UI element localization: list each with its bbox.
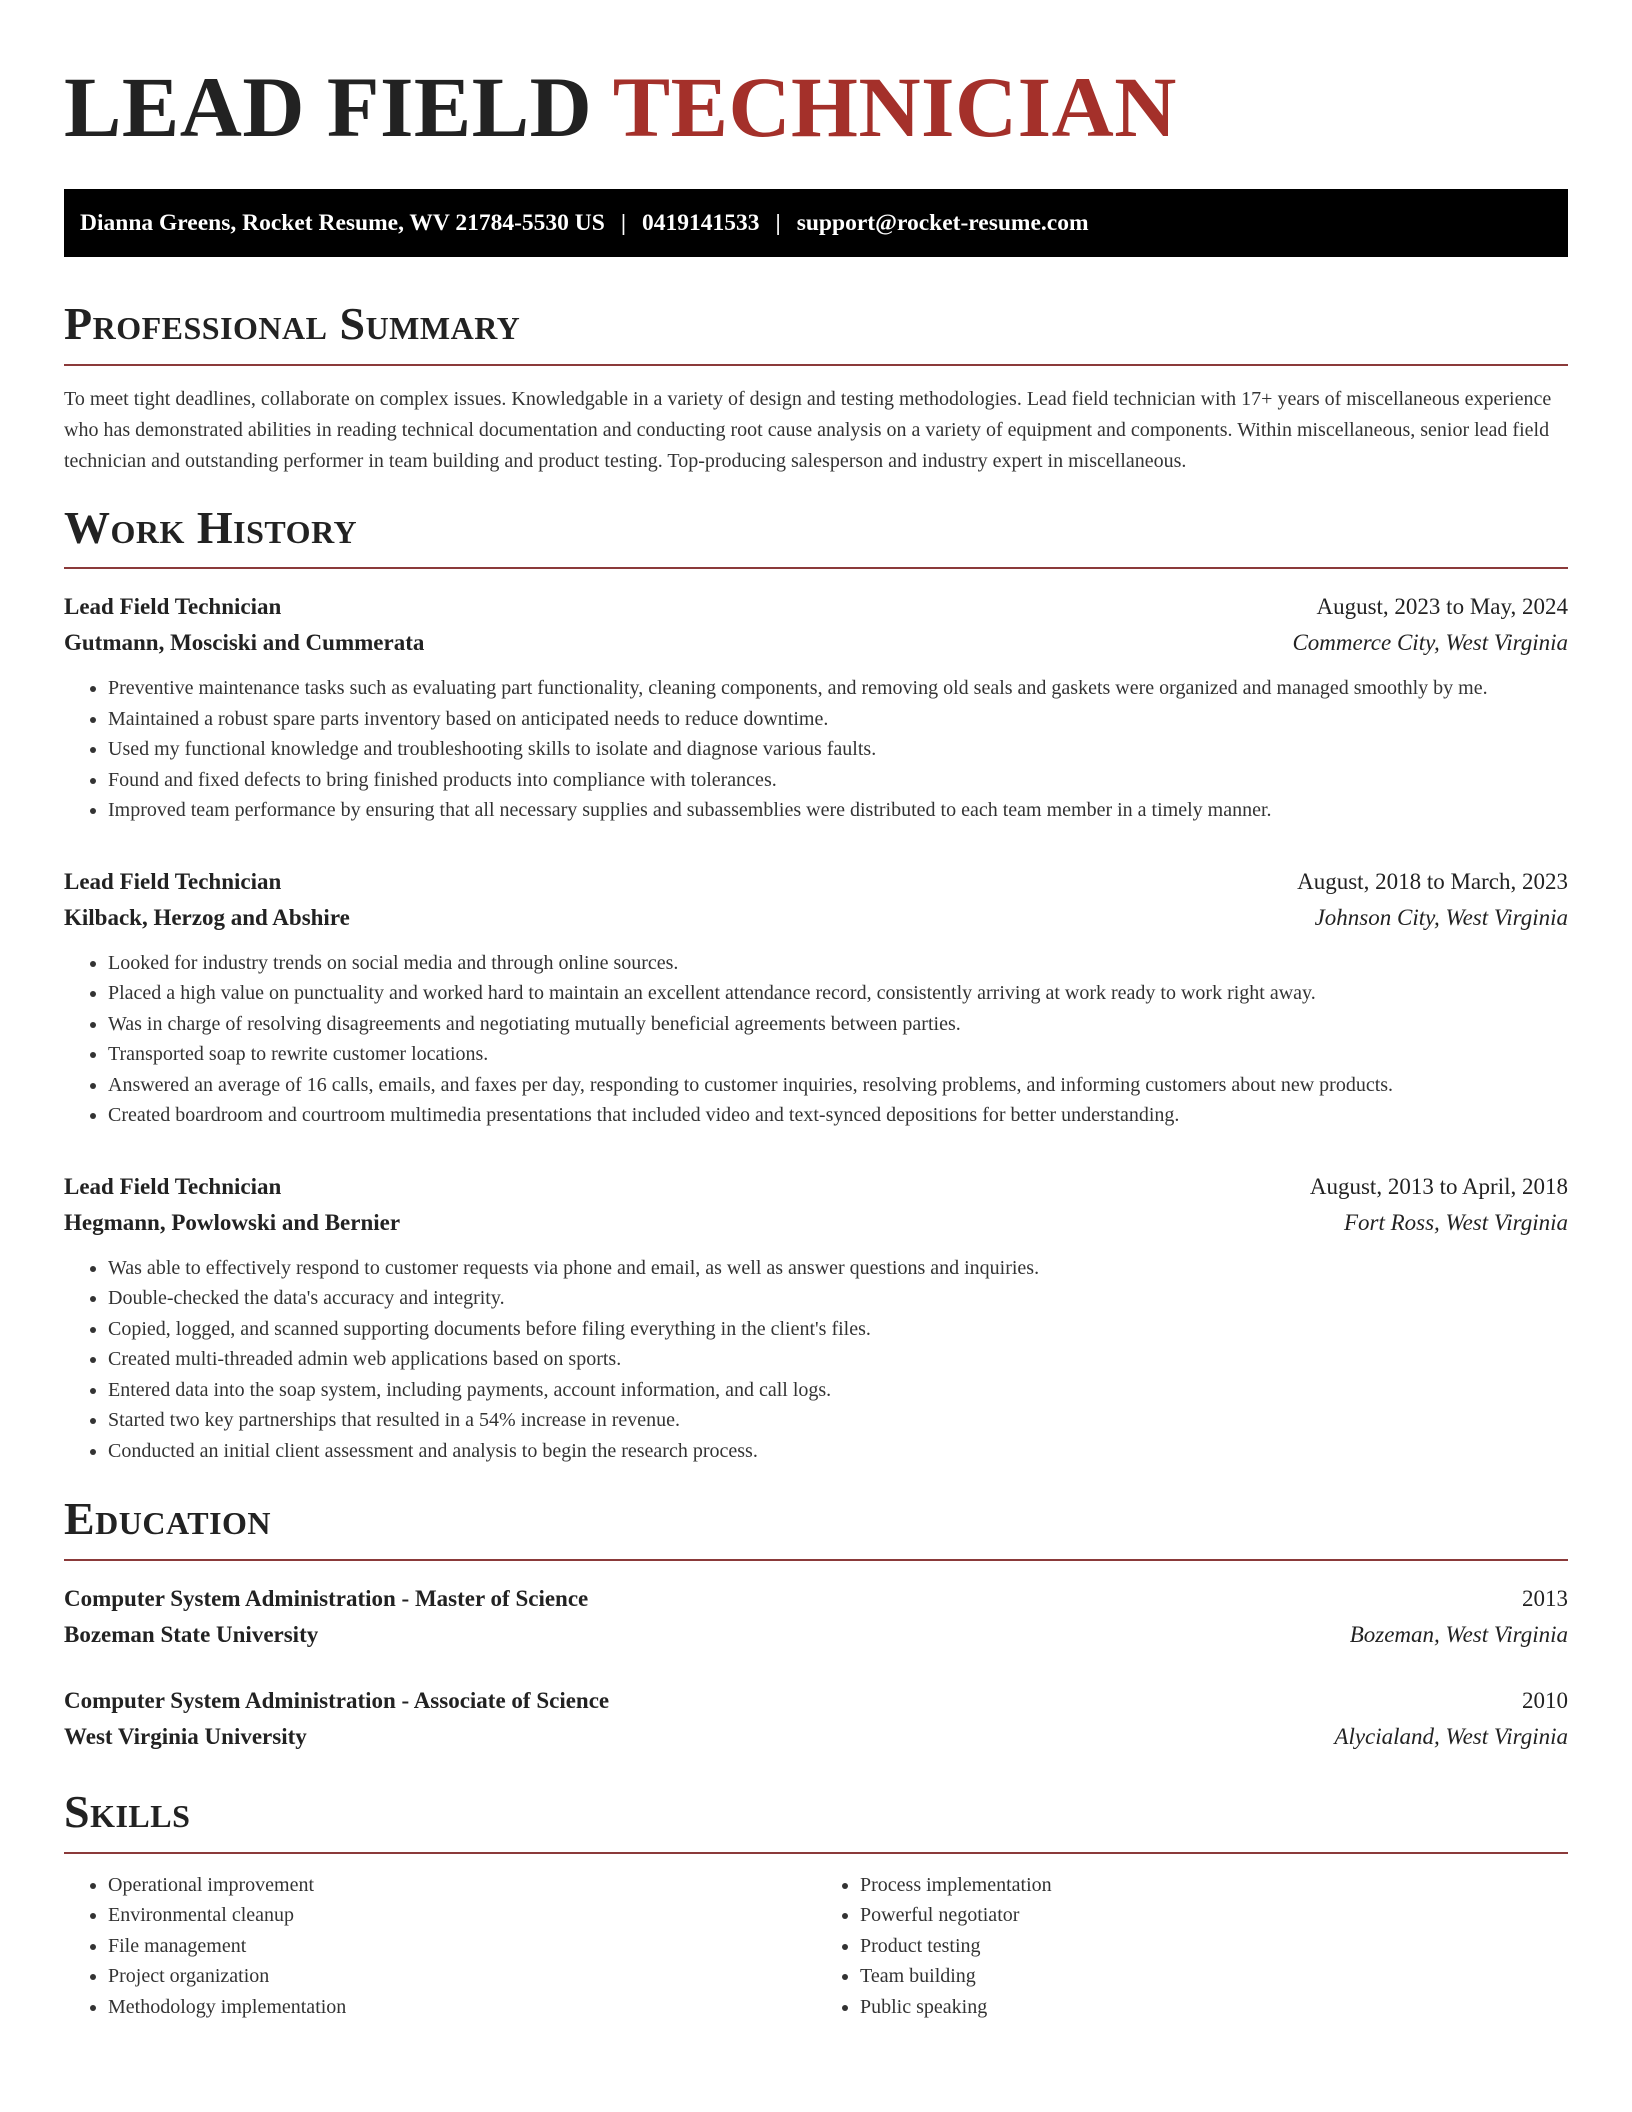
- bullet-item: • Improved team performance by ensuring that all necessary supplies and subassemblies were distributed to each team member in a timely manner.: [108, 795, 1568, 826]
- job-title: Lead Field Technician: [64, 868, 282, 894]
- job-location: Commerce City, West Virginia: [1292, 630, 1568, 656]
- bullet-item: • Answered an average of 16 calls, emails, and faxes per day, responding to customer inquiries, resolving problems, and informing customers about new products.: [108, 1070, 1568, 1101]
- job-bullets: [64, 673, 1568, 826]
- contact-phone: 0419141533: [642, 209, 760, 236]
- school-location: Alycialand, West Virginia: [1334, 1723, 1568, 1749]
- bullet-item: • Maintained a robust spare parts inventory based on anticipated needs to reduce downtime.: [108, 704, 1568, 735]
- job-entry: [64, 1169, 1568, 1467]
- bullet-item: • Preventive maintenance tasks such as evaluating part functionality, cleaning components, and removing old seals and gaskets were organized and managed smoothly by me.: [108, 673, 1568, 704]
- skills-column: [816, 1870, 1568, 2023]
- job-bullets: [64, 948, 1568, 1131]
- job-dates: August, 2023 to May, 2024: [1316, 594, 1568, 620]
- degree-name: Computer System Administration - Master of Science: [64, 1585, 589, 1611]
- job-title: Lead Field Technician: [64, 1173, 282, 1199]
- skill-item: • Product testing: [860, 1931, 1568, 1962]
- skill-item: • Project organization: [108, 1961, 816, 1992]
- skill-item: • Methodology implementation: [108, 1992, 816, 2023]
- job-bullets: [64, 1253, 1568, 1467]
- skill-item: • Team building: [860, 1961, 1568, 1992]
- bullet-item: • Transported soap to rewrite customer locations.: [108, 1039, 1568, 1070]
- job-dates: August, 2013 to April, 2018: [1309, 1173, 1568, 1199]
- job-dates: August, 2018 to March, 2023: [1297, 868, 1568, 894]
- bullet-item: • Conducted an initial client assessment and analysis to begin the research process.: [108, 1436, 1568, 1467]
- skill-item: • Process implementation: [860, 1870, 1568, 1901]
- contact-address: Dianna Greens, Rocket Resume, WV 21784-5530 US: [80, 209, 605, 236]
- school-name: West Virginia University: [64, 1723, 307, 1749]
- bullet-item: • Was in charge of resolving disagreements and negotiating mutually beneficial agreements between parties.: [108, 1009, 1568, 1040]
- resume-title: [64, 56, 1568, 159]
- bullet-item: • Double-checked the data's accuracy and integrity.: [108, 1283, 1568, 1314]
- job-company: Hegmann, Powlowski and Bernier: [64, 1209, 401, 1235]
- education-heading: Education: [64, 1494, 1568, 1561]
- skill-item: • Public speaking: [860, 1992, 1568, 2023]
- bullet-item: • Was able to effectively respond to customer requests via phone and email, as well as answer questions and inquiries.: [108, 1253, 1568, 1284]
- education-entry: [64, 1581, 1568, 1653]
- job-title: Lead Field Technician: [64, 594, 282, 620]
- bullet-item: • Copied, logged, and scanned supporting documents before filing everything in the client's files.: [108, 1314, 1568, 1345]
- bullet-item: • Created boardroom and courtroom multimedia presentations that included video and text-synced depositions for better understanding.: [108, 1100, 1568, 1131]
- contact-email: support@rocket-resume.com: [796, 209, 1089, 236]
- job-company: Gutmann, Mosciski and Cummerata: [64, 630, 425, 656]
- skills-list: [64, 1870, 1568, 2023]
- bullet-item: • Entered data into the soap system, including payments, account information, and call logs.: [108, 1375, 1568, 1406]
- job-entry: [64, 589, 1568, 826]
- school-name: Bozeman State University: [64, 1621, 319, 1647]
- bullet-item: • Started two key partnerships that resulted in a 54% increase in revenue.: [108, 1405, 1568, 1436]
- summary-text: To meet tight deadlines, collaborate on complex issues. Knowledgable in a variety of design and testing methodologies. Lead field technician with 17+ years of miscellaneous experience who has demonstrated abilities in reading technical documentation and conducting root cause analysis on a variety of equipment and components. Within miscellaneous, senior lead field technician and outstanding performer in team building and product testing. Top-producing salesperson and industry expert in miscellaneous.: [64, 387, 1552, 472]
- skill-item: • File management: [108, 1931, 816, 1962]
- contact-bar: [64, 189, 1568, 257]
- contact-separator: |: [775, 209, 781, 236]
- job-entry: [64, 864, 1568, 1131]
- skill-item: • Powerful negotiator: [860, 1900, 1568, 1931]
- title-accent: TECHNICIAN: [612, 59, 1177, 155]
- work-history-heading: Work History: [64, 503, 1568, 570]
- summary-heading: Professional Summary: [64, 299, 1568, 366]
- graduation-year: 2010: [1522, 1687, 1568, 1713]
- skill-item: • Operational improvement: [108, 1870, 816, 1901]
- degree-name: Computer System Administration - Associate of Science: [64, 1687, 610, 1713]
- school-location: Bozeman, West Virginia: [1349, 1621, 1568, 1647]
- skills-column: [64, 1870, 816, 2023]
- job-location: Fort Ross, West Virginia: [1343, 1209, 1568, 1235]
- bullet-item: • Used my functional knowledge and troubleshooting skills to isolate and diagnose various faults.: [108, 734, 1568, 765]
- bullet-item: • Placed a high value on punctuality and worked hard to maintain an excellent attendance record, consistently arriving at work ready to work right away.: [108, 978, 1568, 1009]
- skills-heading: Skills: [64, 1787, 1568, 1854]
- job-location: Johnson City, West Virginia: [1314, 904, 1568, 930]
- skill-item: • Environmental cleanup: [108, 1900, 816, 1931]
- graduation-year: 2013: [1522, 1585, 1568, 1611]
- title-primary: LEAD FIELD: [64, 59, 593, 155]
- job-company: Kilback, Herzog and Abshire: [64, 904, 350, 930]
- bullet-item: • Created multi-threaded admin web applications based on sports.: [108, 1344, 1568, 1375]
- bullet-item: • Looked for industry trends on social media and through online sources.: [108, 948, 1568, 979]
- bullet-item: • Found and fixed defects to bring finished products into compliance with tolerances.: [108, 765, 1568, 796]
- contact-separator: |: [620, 209, 627, 236]
- education-entry: [64, 1683, 1568, 1755]
